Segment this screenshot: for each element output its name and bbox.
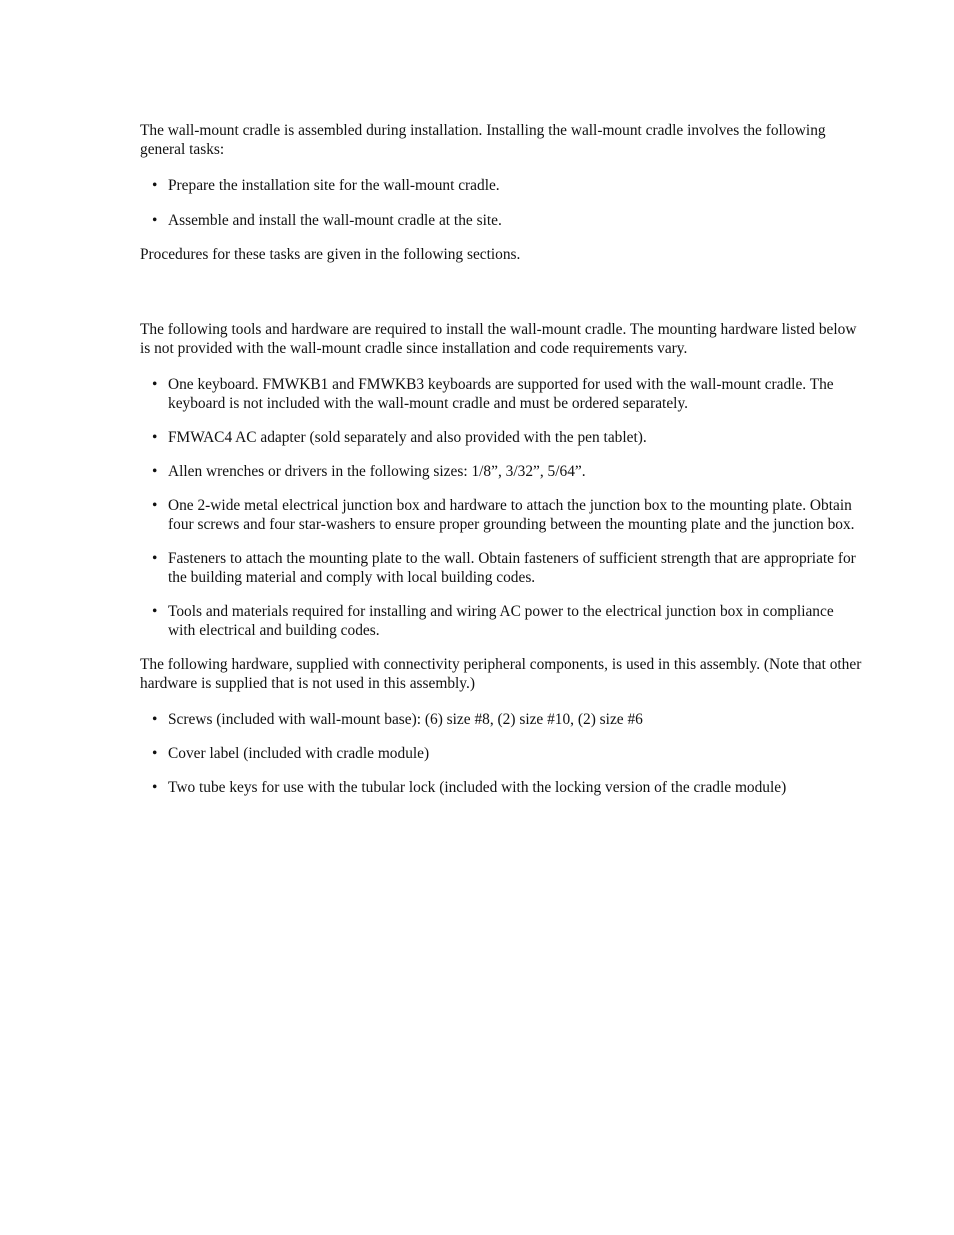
list-item xyxy=(140,778,864,797)
bullet-icon: • xyxy=(152,497,158,514)
list-item xyxy=(140,375,864,413)
bullet-icon: • xyxy=(152,376,158,393)
bullet-icon: • xyxy=(152,603,158,620)
list-item-text: Screws (included with wall-mount base): (6) size #8, (2) size #10, (2) size #6 xyxy=(168,711,643,728)
list-item-text: Prepare the installation site for the wall-mount cradle. xyxy=(168,177,500,194)
document-page xyxy=(140,121,864,812)
list-item-text: Fasteners to attach the mounting plate to the wall. Obtain fasteners of sufficient strength that are appropriate for the building material and comply with local building codes. xyxy=(168,550,856,586)
list-item xyxy=(140,462,864,481)
bullet-icon: • xyxy=(152,429,158,446)
list-item-text: Allen wrenches or drivers in the following sizes: 1/8”, 3/32”, 5/64”. xyxy=(168,463,586,480)
list-item xyxy=(140,602,864,640)
list-item-text: Assemble and install the wall-mount cradle at the site. xyxy=(168,212,502,229)
list-item xyxy=(140,744,864,763)
overview-paragraph: The wall-mount cradle is assembled during installation. Installing the wall-mount cradle involves the following general tasks: xyxy=(140,122,826,158)
bullet-icon: • xyxy=(152,463,158,480)
supplied-hardware-list xyxy=(140,710,864,797)
section-spacer xyxy=(140,264,864,320)
bullet-icon: • xyxy=(152,711,158,728)
list-item xyxy=(140,211,864,230)
list-item xyxy=(140,428,864,447)
procedures-paragraph: Procedures for these tasks are given in the following sections. xyxy=(140,246,521,263)
list-item xyxy=(140,549,864,587)
list-item-text: One keyboard. FMWKB1 and FMWKB3 keyboards are supported for used with the wall-mount cradle. The keyboard is not included with the wall-mount cradle and must be ordered separately. xyxy=(168,376,834,412)
bullet-icon: • xyxy=(152,177,158,194)
task-list xyxy=(140,176,864,230)
bullet-icon: • xyxy=(152,550,158,567)
bullet-icon: • xyxy=(152,212,158,229)
list-item xyxy=(140,496,864,534)
list-item-text: Two tube keys for use with the tubular lock (included with the locking version of the cradle module) xyxy=(168,779,787,796)
requirements-paragraph: The following tools and hardware are required to install the wall-mount cradle. The mounting hardware listed below is not provided with the wall-mount cradle since installation and code requirements vary. xyxy=(140,321,857,357)
list-item-text: Cover label (included with cradle module) xyxy=(168,745,430,762)
supplied-hardware-paragraph: The following hardware, supplied with connectivity peripheral components, is used in this assembly. (Note that other hardware is supplied that is not used in this assembly.) xyxy=(140,656,862,692)
requirements-list xyxy=(140,375,864,640)
bullet-icon: • xyxy=(152,779,158,796)
list-item-text: Tools and materials required for installing and wiring AC power to the electrical junction box in compliance with electrical and building codes. xyxy=(168,603,834,639)
bullet-icon: • xyxy=(152,745,158,762)
list-item-text: FMWAC4 AC adapter (sold separately and also provided with the pen tablet). xyxy=(168,429,647,446)
list-item-text: One 2-wide metal electrical junction box and hardware to attach the junction box to the mounting plate. Obtain four screws and four star-washers to ensure proper grounding between the mounting plate and the junction box. xyxy=(168,497,855,533)
list-item xyxy=(140,710,864,729)
list-item xyxy=(140,176,864,195)
